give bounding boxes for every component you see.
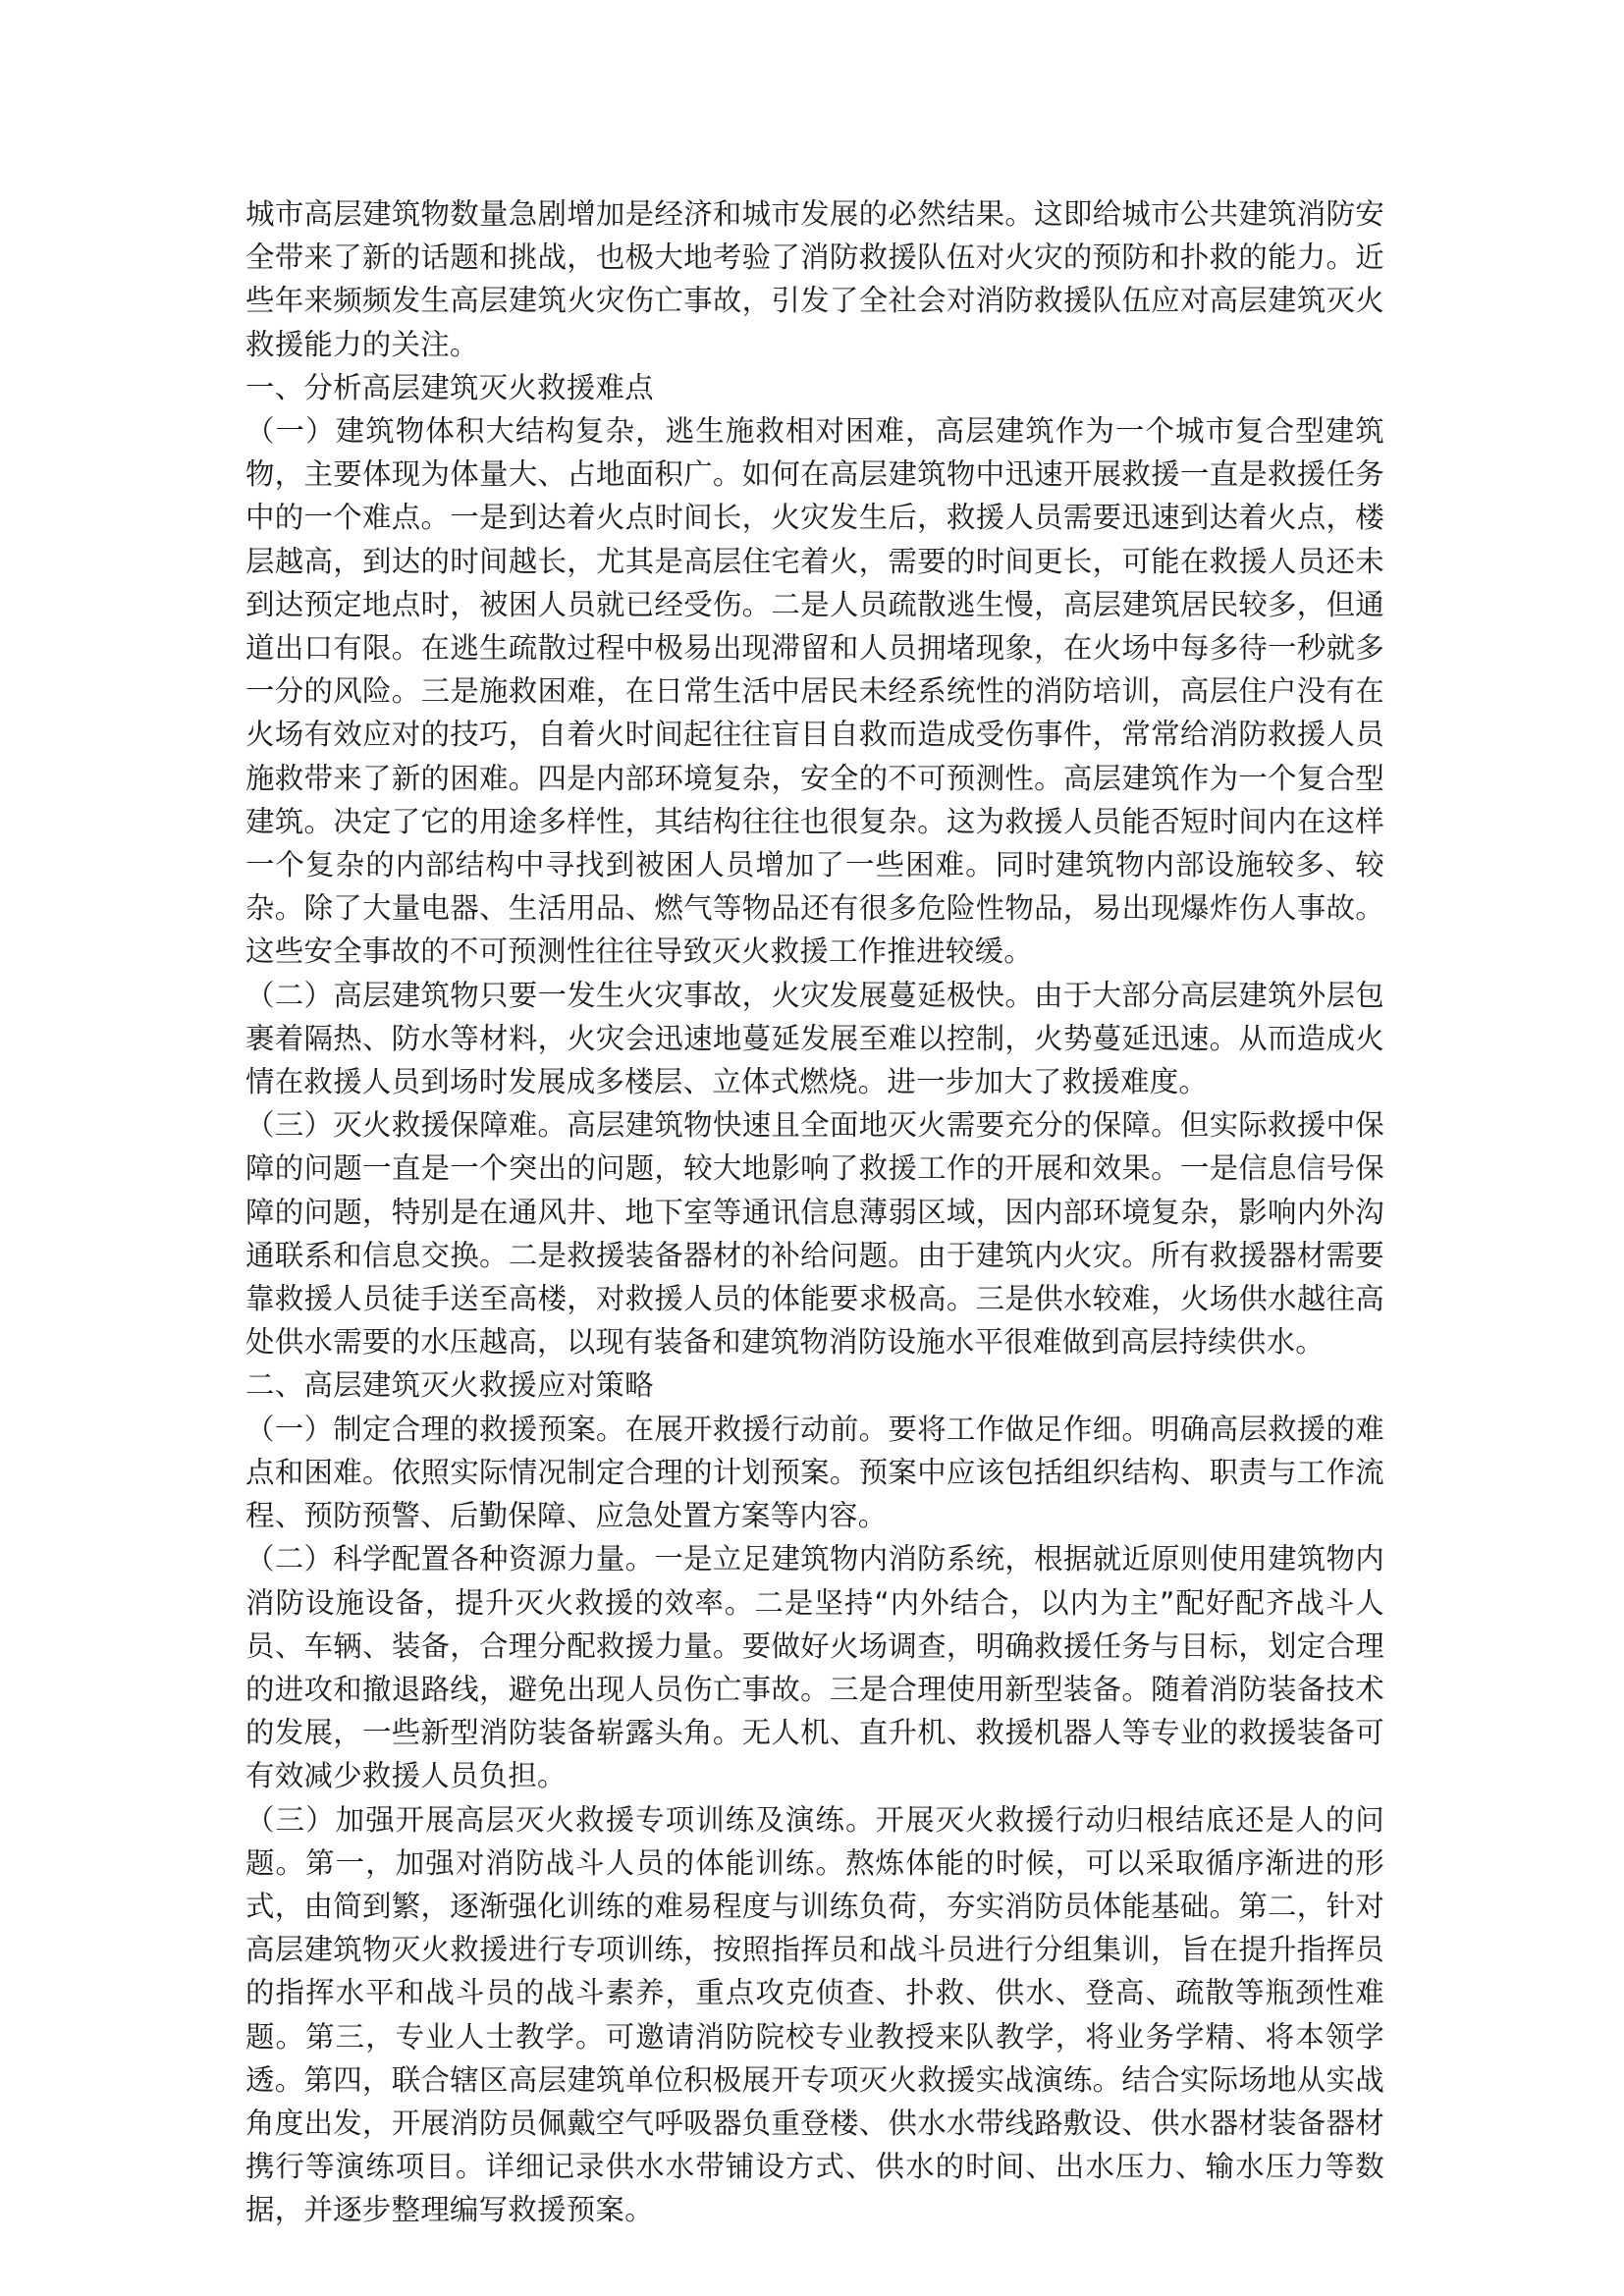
paragraph-training-drills: （三）加强开展高层灭火救援专项训练及演练。开展灭火救援行动归根结底还是人的问题。第一，加强对消防战斗人员的体能训练。熬炼体能的时候，可以采取循序渐进的形式，由简到繁，逐渐强化训练的难易程度与训练负荷，夯实消防员体能基础。第二，针对高层建筑物灭火救援进行专项训练，按照指挥员和战斗员进行分组集训，旨在提升指挥员的指挥水平和战斗员的战斗素养，重点攻克侦查、扑救、供水、登高、疏散等瓶颈性难题。第三，专业人士教学。可邀请消防院校专业教授来队教学，将业务学精、将本领学透。第四，联合辖区高层建筑单位积极展开专项灭火救援实战演练。结合实际场地从实战角度出发，开展消防员佩戴空气呼吸器负重登楼、供水水带线路敷设、供水器材装备器材携行等演练项目。详细记录供水水带铺设方式、供水的时间、出水压力、输水压力等数据，并逐步整理编写救援预案。 <box>245 1802 1384 2227</box>
paragraph-fire-spread: （二）高层建筑物只要一发生火灾事故，火灾发展蔓延极快。由于大部分高层建筑外层包裹着隔热、防水等材料，火灾会迅速地蔓延发展至难以控制，火势蔓延迅速。从而造成火情在救援人员到场时发展成多楼层、立体式燃烧。进一步加大了救援难度。 <box>245 978 1384 1099</box>
paragraph-support-difficulty: （三）灭火救援保障难。高层建筑物快速且全面地灭火需要充分的保障。但实际救援中保障的问题一直是一个突出的问题，较大地影响了救援工作的开展和效果。一是信息信号保障的问题，特别是在通风井、地下室等通讯信息薄弱区域，因内部环境复杂，影响内外沟通联系和信息交换。二是救援装备器材的补给问题。由于建筑内火灾。所有救援器材需要靠救援人员徒手送至高楼，对救援人员的体能要求极高。三是供水较难，火场供水越往高处供水需要的水压越高，以现有装备和建筑物消防设施水平很难做到高层持续供水。 <box>245 1108 1384 1360</box>
section-heading-difficulties: 一、分析高层建筑灭火救援难点 <box>245 370 654 404</box>
paragraph-rescue-plan: （一）制定合理的救援预案。在展开救援行动前。要将工作做足作细。明确高层救援的难点和困难。依照实际情况制定合理的计划预案。预案中应该包括组织结构、职责与工作流程、预防预警、后勤保障、应急处置方案等内容。 <box>245 1412 1384 1533</box>
paragraph-structure-complexity: （一）建筑物体积大结构复杂，逃生施救相对困难，高层建筑作为一个城市复合型建筑物，主要体现为体量大、占地面积广。如何在高层建筑物中迅速开展救援一直是救援任务中的一个难点。一是到达着火点时间长，火灾发生后，救援人员需要迅速到达着火点，楼层越高，到达的时间越长，尤其是高层住宅着火，需要的时间更长，可能在救援人员还未到达预定地点时，被困人员就已经受伤。二是人员疏散逃生慢，高层建筑居民较多，但通道出口有限。在逃生疏散过程中极易出现滞留和人员拥堵现象，在火场中每多待一秒就多一分的风险。三是施救困难，在日常生活中居民未经系统性的消防培训，高层住户没有在火场有效应对的技巧，自着火时间起往往盲目自救而造成受伤事件，常常给消防救援人员施救带来了新的困难。四是内部环境复杂，安全的不可预测性。高层建筑作为一个复合型建筑。决定了它的用途多样性，其结构往往也很复杂。这为救援人员能否短时间内在这样一个复杂的内部结构中寻找到被困人员增加了一些困难。同时建筑物内部设施较多、较杂。除了大量电器、生活用品、燃气等物品还有很多危险性物品，易出现爆炸伤人事故。这些安全事故的不可预测性往往导致灭火救援工作推进较缓。 <box>245 414 1384 969</box>
article-body <box>245 192 1384 2232</box>
paragraph-resource-allocation: （二）科学配置各种资源力量。一是立足建筑物内消防系统，根据就近原则使用建筑物内消防设施设备，提升灭火救援的效率。二是坚持“内外结合，以内为主”配好配齐战斗人员、车辆、装备，合理分配救援力量。要做好火场调查，明确救援任务与目标，划定合理的进攻和撤退路线，避免出现人员伤亡事故。三是合理使用新型装备。随着消防装备技术的发展，一些新型消防装备崭露头角。无人机、直升机、救援机器人等专业的救援装备可有效减少救援人员负担。 <box>245 1542 1384 1793</box>
intro-paragraph: 城市高层建筑物数量急剧增加是经济和城市发展的必然结果。这即给城市公共建筑消防安全带来了新的话题和挑战，也极大地考验了消防救援队伍对火灾的预防和扑救的能力。近些年来频频发生高层建筑火灾伤亡事故，引发了全社会对消防救援队伍应对高层建筑灭火救援能力的关注。 <box>245 197 1384 361</box>
section-heading-strategies: 二、高层建筑灭火救援应对策略 <box>245 1368 654 1403</box>
